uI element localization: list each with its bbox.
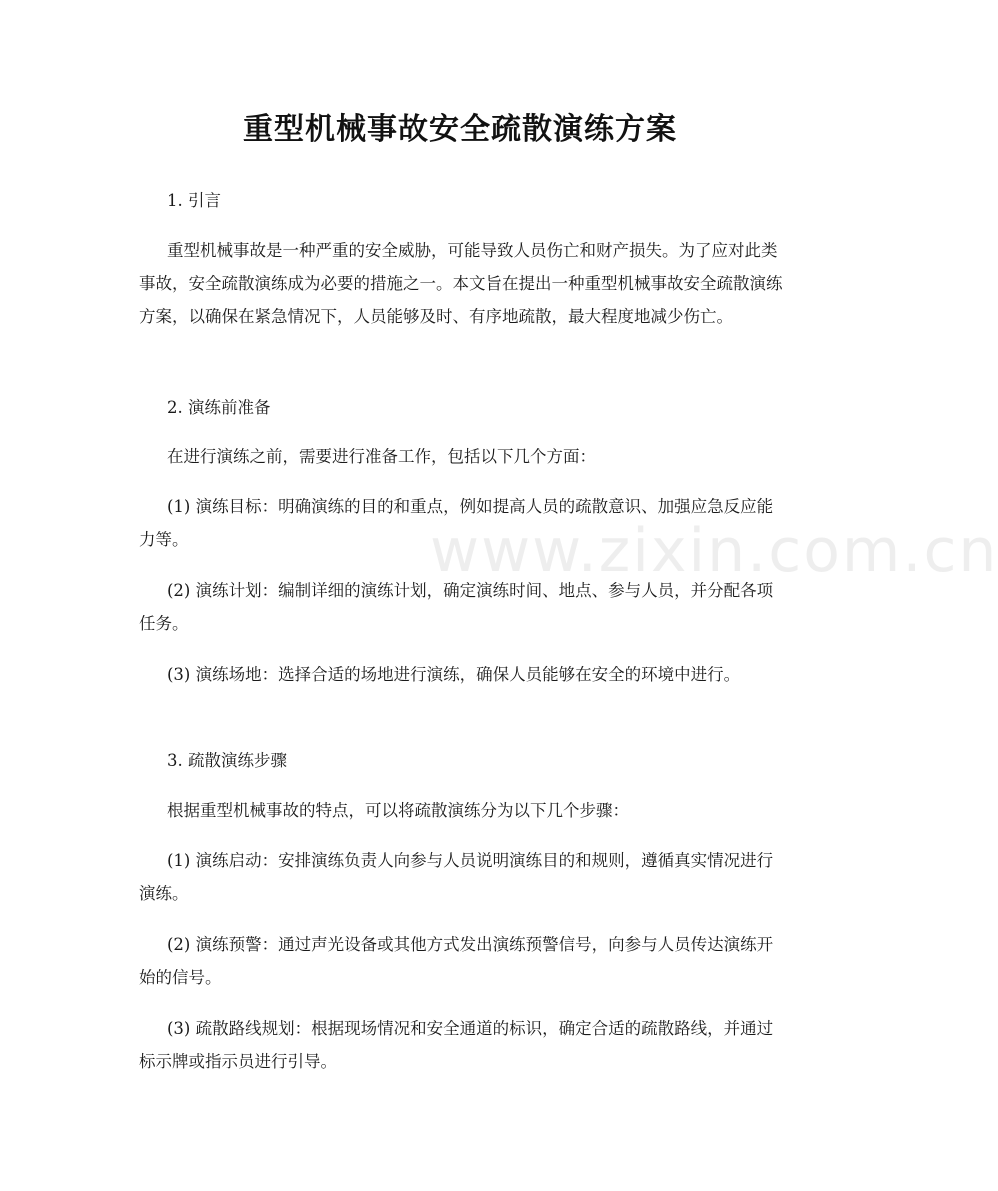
paragraph-preparation-intro: 在进行演练之前，需要进行准备工作，包括以下几个方面： — [167, 447, 596, 466]
list-item-drill-start: (1) 演练启动：安排演练负责人向参与人员说明演练目的和规则，遵循真实情况进行演练。 — [139, 851, 774, 903]
list-item-drill-plan: (2) 演练计划：编制详细的演练计划，确定演练时间、地点、参与人员，并分配各项任务。 — [139, 581, 774, 633]
list-item-drill-goal: (1) 演练目标：明确演练的目的和重点，例如提高人员的疏散意识、加强应急反应能力等。 — [139, 497, 774, 549]
section-heading-steps: 3. 疏散演练步骤 — [167, 751, 287, 770]
document-title: 重型机械事故安全疏散演练方案 — [243, 112, 677, 147]
paragraph-steps-intro: 根据重型机械事故的特点，可以将疏散演练分为以下几个步骤： — [167, 801, 629, 820]
paragraph-introduction: 重型机械事故是一种严重的安全威胁，可能导致人员伤亡和财产损失。为了应对此类事故，安全疏散演练成为必要的措施之一。本文旨在提出一种重型机械事故安全疏散演练方案，以确保在紧急情况下，人员能够及时、有序地疏散，最大程度地减少伤亡。 — [139, 241, 783, 326]
section-heading-preparation: 2. 演练前准备 — [167, 398, 271, 417]
list-item-drill-site: (3) 演练场地：选择合适的场地进行演练，确保人员能够在安全的环境中进行。 — [167, 665, 741, 684]
list-item-route-planning: (3) 疏散路线规划：根据现场情况和安全通道的标识，确定合适的疏散路线，并通过标示牌或指示员进行引导。 — [139, 1019, 774, 1071]
watermark: www.zixin.com.cn — [430, 516, 998, 586]
list-item-drill-warning: (2) 演练预警：通过声光设备或其他方式发出演练预警信号，向参与人员传达演练开始的信号。 — [139, 935, 774, 987]
section-heading-introduction: 1. 引言 — [167, 191, 221, 210]
